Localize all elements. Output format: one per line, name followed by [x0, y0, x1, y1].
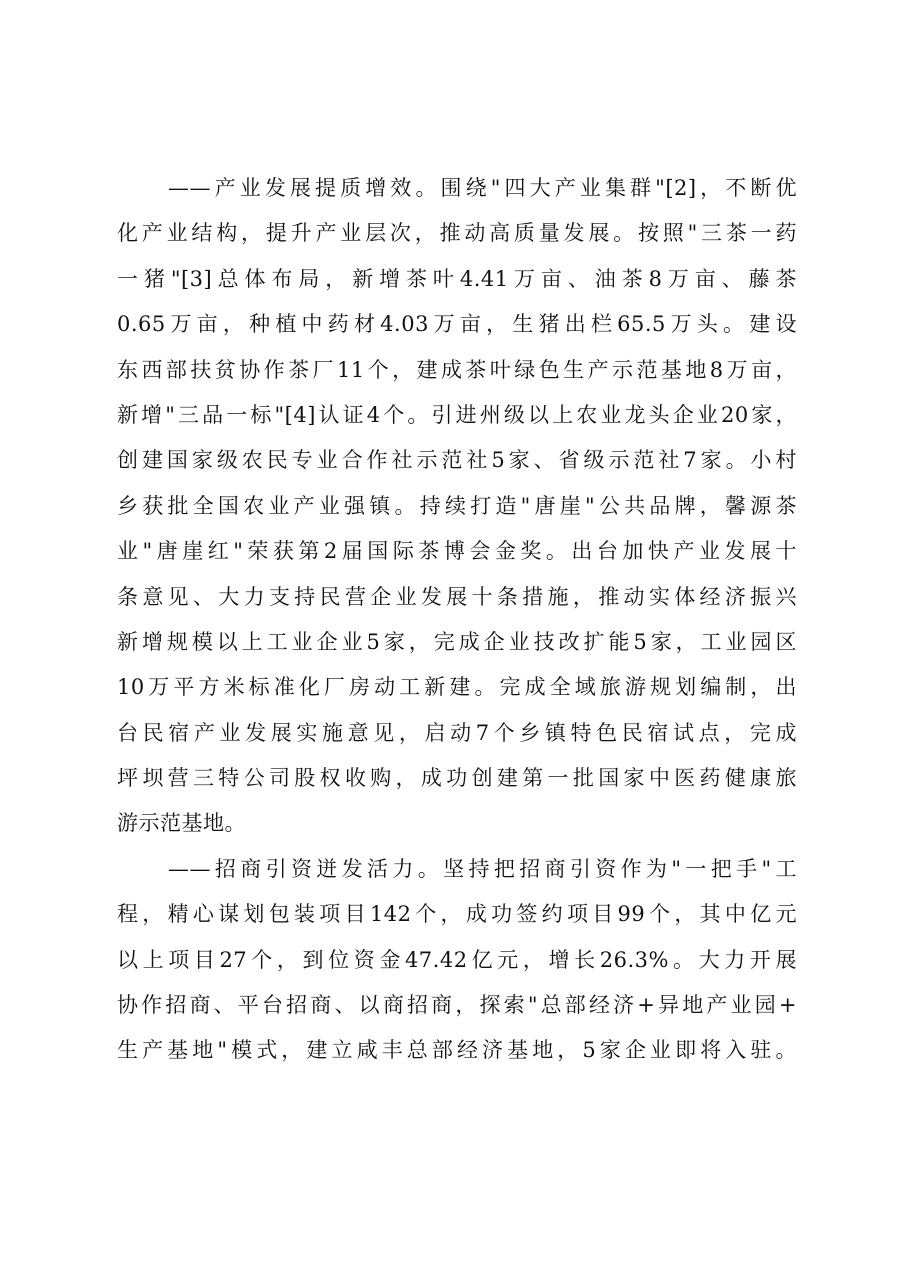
- text-line: 游示范基地。: [117, 811, 246, 836]
- text-line: ——招商引资迸发活力。坚持把招商引资作为"一把手"工: [168, 856, 797, 881]
- text-line: 10万平方米标准化厂房动工新建。完成全域旅游规划编制，出: [117, 675, 797, 700]
- text-line: 创建国家级农民专业合作社示范社5家、省级示范社7家。小村: [117, 448, 797, 473]
- text-line: 乡获批全国农业产业强镇。持续打造"唐崖"公共品牌，馨源茶: [117, 493, 797, 518]
- text-line: 程，精心谋划包装项目142个，成功签约项目99个，其中亿元: [117, 902, 797, 927]
- document-body: [117, 166, 797, 1074]
- paragraph-investment-promotion: [117, 847, 797, 1074]
- text-line: 一猪"[3]总体布局，新增茶叶4.41万亩、油茶8万亩、藤茶: [117, 266, 797, 291]
- text-line: 以上项目27个，到位资金47.42亿元，增长26.3%。大力开展: [117, 947, 797, 972]
- text-line: 化产业结构，提升产业层次，推动高质量发展。按照"三茶一药: [117, 221, 797, 246]
- text-line: 生产基地"模式，建立咸丰总部经济基地，5家企业即将入驻。: [117, 1038, 797, 1063]
- text-line: 新增规模以上工业企业5家，完成企业技改扩能5家，工业园区: [117, 629, 797, 654]
- paragraph-industry-development: [117, 166, 797, 847]
- text-line: ——产业发展提质增效。围绕"四大产业集群"[2]，不断优: [168, 176, 797, 200]
- text-line: 协作招商、平台招商、以商招商，探索"总部经济+异地产业园+: [117, 993, 797, 1018]
- text-line: 东西部扶贫协作茶厂11个，建成茶叶绿色生产示范基地8万亩，: [117, 357, 797, 382]
- text-line: 台民宿产业发展实施意见，启动7个乡镇特色民宿试点，完成: [117, 720, 797, 745]
- text-line: 业"唐崖红"荣获第2届国际茶博会金奖。出台加快产业发展十: [117, 539, 797, 564]
- text-line: 坪坝营三特公司股权收购，成功创建第一批国家中医药健康旅: [117, 766, 797, 791]
- text-line: 条意见、大力支持民营企业发展十条措施，推动实体经济振兴: [117, 584, 797, 609]
- text-line: 新增"三品一标"[4]认证4个。引进州级以上农业龙头企业20家，: [117, 402, 797, 427]
- text-line: 0.65万亩，种植中药材4.03万亩，生猪出栏65.5万头。建设: [117, 312, 797, 337]
